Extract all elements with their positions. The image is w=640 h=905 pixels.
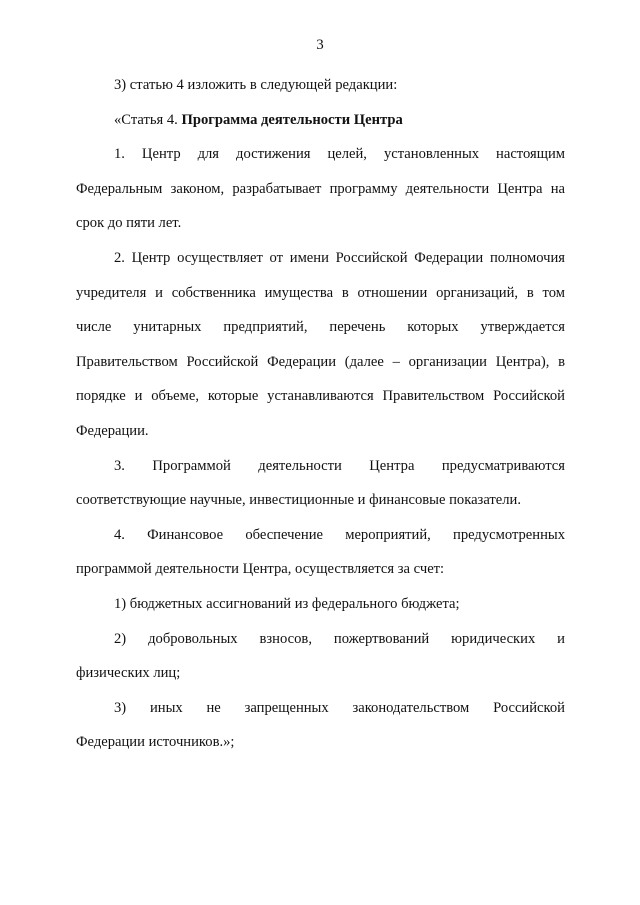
page-number: 3 [316, 37, 324, 53]
amendment-intro: 3) статью 4 изложить в следующей редакции: [114, 77, 398, 93]
article-heading-title: Программа деятельности Центра [181, 111, 403, 128]
paragraph-line: 3. Программой деятельности Центра предусматриваются [114, 457, 565, 474]
article-paragraph-1 [76, 137, 565, 241]
paragraph-line: 2. Центр осуществляет от имени Российской Федерации полномочия [114, 249, 565, 266]
paragraph-line: программой деятельности Центра, осуществляется за счет: [76, 561, 445, 578]
paragraph-line: физических лиц; [76, 665, 181, 682]
article-paragraph-4 [76, 518, 565, 587]
article-paragraph-2 [76, 241, 565, 449]
document-body [76, 68, 565, 760]
article-heading-prefix: «Статья 4. [114, 111, 178, 128]
article-paragraph-3 [76, 449, 565, 518]
paragraph-line: 1. Центр для достижения целей, установленных настоящим [114, 146, 565, 163]
paragraph-line: 1) бюджетных ассигнований из федерального бюджета; [114, 595, 460, 612]
article-heading [76, 103, 565, 138]
funding-source-1 [76, 587, 565, 622]
paragraph-line: Федерации источников.»; [76, 734, 235, 751]
paragraph-line: Федеральным законом, разрабатывает программу деятельности Центра на [76, 180, 565, 197]
paragraph-line: числе унитарных предприятий, перечень которых утверждается [76, 319, 565, 336]
paragraph-line: Правительством Российской Федерации (далее – организации Центра), в [76, 353, 565, 370]
paragraph-line: срок до пяти лет. [76, 215, 182, 232]
funding-source-3 [76, 691, 565, 760]
paragraph-line: 3) иных не запрещенных законодательством Российской [114, 699, 565, 716]
paragraph-line: учредителя и собственника имущества в отношении организаций, в том [76, 284, 565, 301]
paragraph-line: порядке и объеме, которые устанавливаются Правительством Российской [76, 388, 565, 405]
paragraph-line: Федерации. [76, 422, 149, 439]
paragraph-line: 4. Финансовое обеспечение мероприятий, предусмотренных [114, 526, 565, 543]
paragraph-line: соответствующие научные, инвестиционные и финансовые показатели. [76, 492, 522, 509]
funding-source-2 [76, 622, 565, 691]
paragraph-line: 2) добровольных взносов, пожертвований юридических и [114, 630, 565, 647]
